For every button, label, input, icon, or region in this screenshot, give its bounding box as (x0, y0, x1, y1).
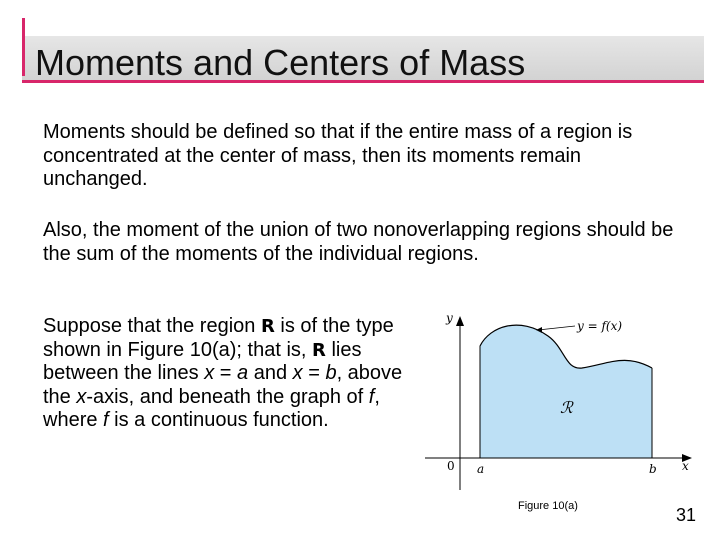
title-accent-line (22, 18, 25, 76)
math-variable: x (76, 385, 87, 408)
text-segment: , above the (43, 362, 403, 408)
slide-title: Moments and Centers of Mass (35, 42, 526, 83)
text-segment: = (302, 362, 326, 384)
text-segment: lies between the lines (43, 338, 362, 384)
text-segment: -axis, and beneath the graph of (86, 385, 369, 408)
math-variable: a (237, 362, 249, 384)
math-variable: x (204, 362, 215, 384)
y-axis-label: y (446, 311, 453, 325)
math-variable: b (325, 362, 337, 384)
paragraph-region-description (43, 315, 423, 433)
text-segment: , where (43, 385, 380, 431)
math-variable: f (368, 385, 375, 408)
region-symbol: R (260, 316, 275, 337)
curve-label-pointer (538, 326, 575, 330)
paragraph-union-of-regions: Also, the moment of the union of two nonoverlapping regions should be the sum of the moments of the individual regions. (43, 219, 674, 265)
region-label: ℛ (560, 398, 573, 417)
figure-graph (420, 308, 700, 493)
figure-caption: Figure 10(a) (518, 500, 578, 512)
text-segment: Suppose that the region (43, 315, 261, 337)
figure-region-under-curve (420, 308, 700, 493)
text-segment: is a continuous function. (108, 409, 329, 431)
text-segment: is of the type shown in Figure 10(a); that is, (43, 315, 394, 361)
page-number: 31 (676, 505, 697, 525)
y-axis-arrowhead (456, 316, 464, 326)
origin-label: 0 (447, 459, 455, 473)
text-segment: and (248, 362, 293, 384)
math-variable: x (292, 362, 303, 384)
b-label: b (649, 462, 657, 476)
math-variable: f (103, 409, 109, 431)
text-segment: = (214, 362, 238, 384)
region-fill (480, 325, 652, 458)
x-axis-label: x (682, 459, 689, 473)
a-label: a (477, 462, 485, 476)
paragraph-moments-definition: Moments should be defined so that if the entire mass of a region is concentrated at the center of mass, then its moments remain unchanged. (43, 121, 633, 190)
region-symbol: R (312, 339, 326, 361)
curve-label: y = f(x) (577, 319, 623, 333)
